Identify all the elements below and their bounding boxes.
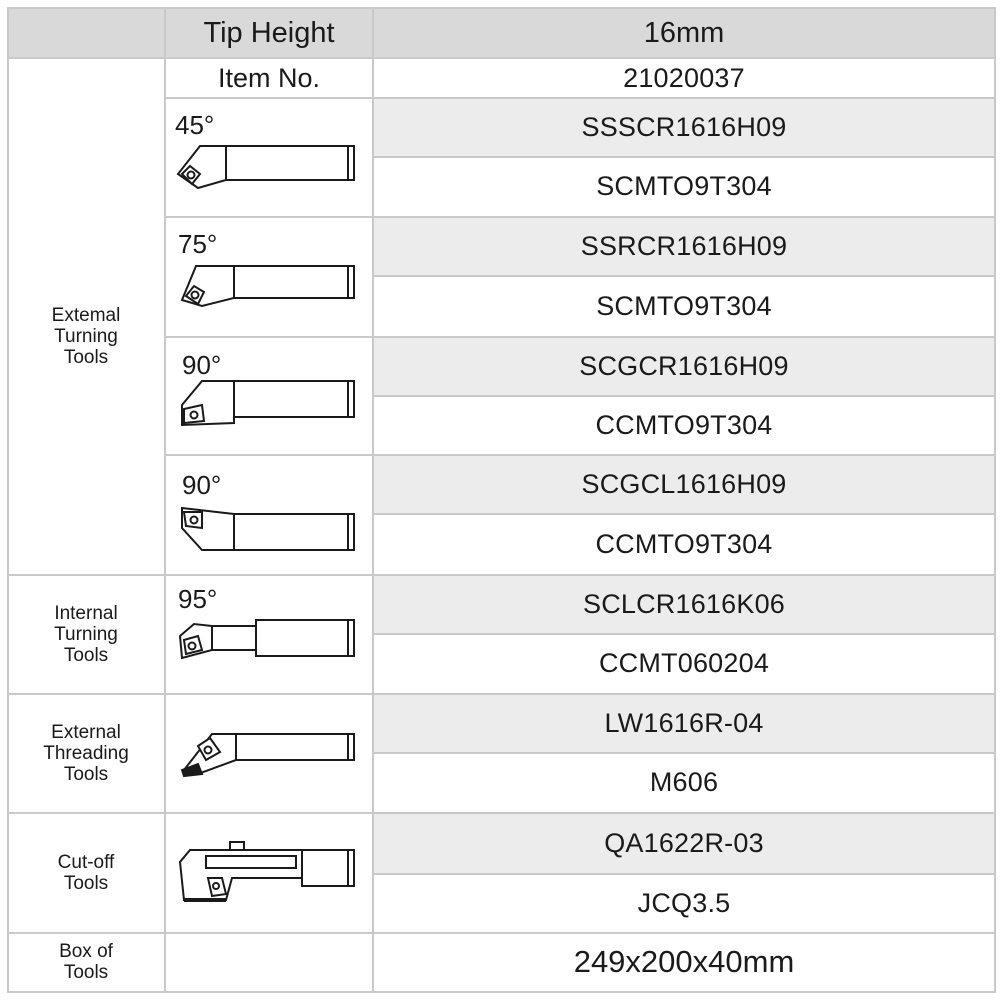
- 95-degree-boring-tool-icon: [172, 612, 362, 670]
- cut-off-tool-icon: [172, 838, 362, 906]
- row-divider: [372, 633, 995, 635]
- category-line: Turning: [54, 325, 118, 347]
- column-divider: [372, 7, 374, 993]
- row-divider: [372, 513, 995, 515]
- category-box-of-tools: [8, 933, 164, 991]
- holder-90r-value: SCGCR1616H09: [579, 350, 789, 381]
- row-divider: [164, 454, 995, 456]
- category-line: Tools: [63, 644, 109, 666]
- table-border: [7, 7, 9, 993]
- category-line: Threading: [43, 742, 129, 764]
- insert-cutoff-value: JCQ3.5: [637, 887, 731, 918]
- group-divider: [7, 812, 995, 814]
- item-no-value: 21020037: [623, 62, 745, 93]
- angle-45-label: 45°: [175, 110, 215, 140]
- angle-75-label: 75°: [178, 229, 218, 259]
- group-divider: [7, 574, 995, 576]
- header-corner-cell: [8, 8, 164, 58]
- threading-tool-icon: [172, 724, 362, 782]
- column-divider: [164, 7, 166, 993]
- row-divider: [7, 57, 995, 59]
- group-divider: [7, 932, 995, 934]
- category-line: Tools: [63, 763, 109, 785]
- category-line: Turning: [54, 623, 118, 645]
- group-divider: [7, 693, 995, 695]
- insert-75-value: SCMTO9T304: [596, 290, 772, 321]
- table-border: [7, 7, 995, 9]
- holder-90l-value: SCGCL1616H09: [581, 468, 787, 499]
- holder-45-value: SSSCR1616H09: [581, 111, 787, 142]
- row-divider: [164, 336, 995, 338]
- insert-45-value: SCMTO9T304: [596, 171, 772, 201]
- holder-threading-value: LW1616R-04: [604, 707, 764, 738]
- insert-95-value: CCMT060204: [598, 648, 770, 678]
- category-line: Internal: [54, 602, 118, 624]
- 90-degree-right-turning-tool-icon: [172, 375, 362, 433]
- item-no-label: Item No.: [217, 62, 321, 93]
- box-size-value: 249x200x40mm: [573, 944, 795, 979]
- category-external-turning: [8, 98, 164, 574]
- category-internal-turning: [8, 575, 164, 693]
- row-divider: [372, 752, 995, 754]
- 75-degree-turning-tool-icon: [172, 258, 362, 316]
- category-line: Box of: [59, 941, 113, 962]
- row-divider: [164, 216, 995, 218]
- row-divider: [164, 97, 995, 99]
- insert-90l-value: CCMTO9T304: [595, 528, 773, 559]
- 90-degree-left-turning-tool-icon: [172, 500, 362, 558]
- angle-90l-label: 90°: [182, 470, 222, 500]
- tip-height-label: Tip Height: [166, 8, 372, 58]
- category-line: Cut-off: [57, 851, 115, 873]
- category-line: External: [51, 721, 121, 743]
- category-line: Extemal: [51, 304, 121, 326]
- row-divider: [372, 873, 995, 875]
- category-line: Tools: [63, 346, 109, 368]
- row-divider: [372, 156, 995, 158]
- table-border: [7, 991, 995, 993]
- category-line: Tools: [63, 872, 109, 894]
- angle-95-label: 95°: [178, 584, 218, 614]
- category-external-threading: [8, 694, 164, 812]
- insert-90r-value: CCMTO9T304: [595, 409, 773, 440]
- table-border: [994, 7, 996, 993]
- category-line: Tools: [63, 962, 109, 983]
- category-cut-off: [8, 813, 164, 932]
- row-divider: [372, 275, 995, 277]
- 45-degree-turning-tool-icon: [172, 138, 362, 196]
- holder-cutoff-value: QA1622R-03: [604, 827, 764, 858]
- row-divider: [372, 395, 995, 397]
- insert-threading-value: M606: [649, 767, 719, 797]
- tip-height-value: 16mm: [374, 8, 994, 58]
- angle-90r-label: 90°: [182, 350, 222, 380]
- holder-75-value: SSRCR1616H09: [580, 230, 788, 261]
- holder-95-value: SCLCR1616K06: [582, 588, 786, 619]
